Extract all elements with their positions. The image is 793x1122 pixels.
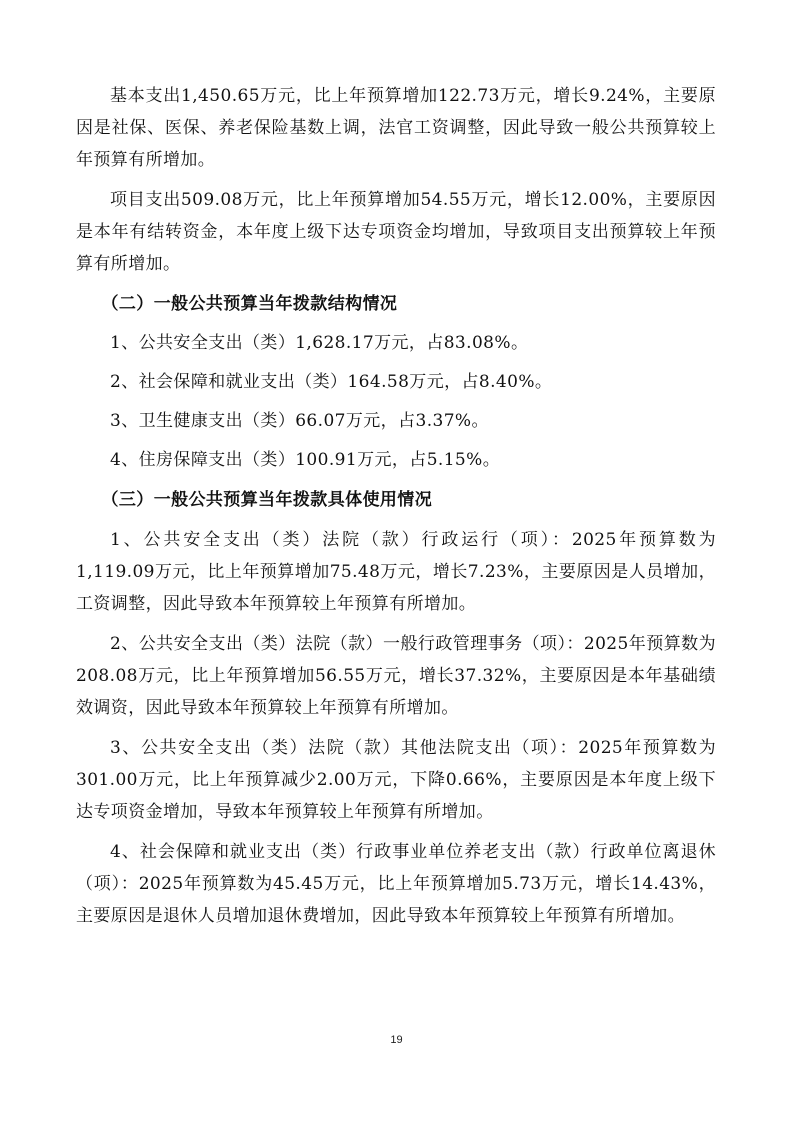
section-2-item-2: 2、社会保障和就业支出（类）164.58万元，占8.40%。 [110, 372, 553, 392]
basic-expense-paragraph: 基本支出1,450.65万元，比上年预算增加122.73万元，增长9.24%，主要原因是社保、医保、养老保险基数上调，法官工资调整，因此导致一般公共预算较上年预算有所增加。 [76, 86, 716, 170]
section-2-item-4: 4、住房保障支出（类）100.91万元，占5.15%。 [110, 450, 501, 470]
section-3-item-1: 1、公共安全支出（类）法院（款）行政运行（项）：2025年预算数为1,119.09万元，比上年预算增加75.48万元，增长7.23%，主要原因是人员增加，工资调整，因此导致本年预算较上年预算有所增加。 [76, 530, 716, 614]
section-3-item-3: 3、公共安全支出（类）法院（款）其他法院支出（项）：2025年预算数为301.00万元，比上年预算减少2.00万元，下降0.66%，主要原因是本年度上级下达专项资金增加，导致本年预算较上年预算有所增加。 [76, 738, 716, 822]
section-3-item-2: 2、公共安全支出（类）法院（款）一般行政管理事务（项）：2025年预算数为208.08万元，比上年预算增加56.55万元，增长37.32%，主要原因是本年基础绩效调资，因此导致本年预算较上年预算有所增加。 [76, 634, 716, 718]
section-2-heading: （二）一般公共预算当年拨款结构情况 [101, 294, 398, 314]
project-expense-paragraph: 项目支出509.08万元，比上年预算增加54.55万元，增长12.00%，主要原因是本年有结转资金，本年度上级下达专项资金均增加，导致项目支出预算较上年预算有所增加。 [76, 190, 716, 274]
section-3-item-4: 4、社会保障和就业支出（类）行政事业单位养老支出（款）行政单位离退休（项）：2025年预算数为45.45万元，比上年预算增加5.73万元，增长14.43%，主要原因是退休人员增加退休费增加，因此导致本年预算较上年预算有所增加。 [76, 842, 716, 926]
section-3-heading: （三）一般公共预算当年拨款具体使用情况 [101, 490, 433, 510]
page-number: 19 [390, 1034, 403, 1046]
section-2-item-1: 1、公共安全支出（类）1,628.17万元，占83.08%。 [110, 333, 529, 353]
section-2-item-3: 3、卫生健康支出（类）66.07万元，占3.37%。 [110, 411, 489, 431]
document-body [76, 80, 716, 932]
